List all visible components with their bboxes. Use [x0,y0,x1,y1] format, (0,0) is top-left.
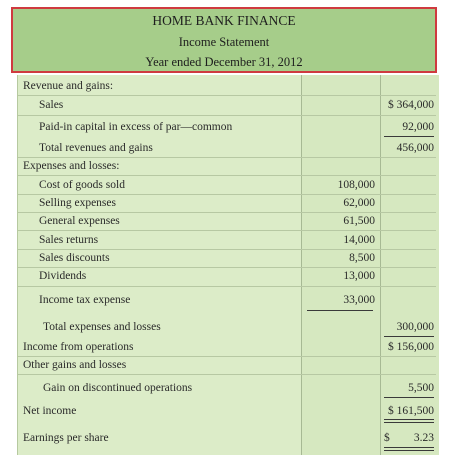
general-expenses-row [18,212,438,230]
total-expenses-row [18,318,438,336]
revenue-heading-row [18,77,438,95]
row-total-amount: $ 364,000 [388,99,434,111]
row-detail-amount: 8,500 [349,252,375,264]
net-income-row [18,402,438,420]
currency-symbol: $ [384,432,390,444]
row-label: General expenses [39,215,120,227]
dividends-row [18,267,438,285]
row-label: Dividends [39,270,87,282]
row-label: Gain on discontinued operations [43,382,193,394]
row-detail-amount: 61,500 [343,215,375,227]
subtotal-underline [384,336,434,337]
row-detail-amount: 13,000 [343,270,375,282]
subtotal-underline [307,310,373,311]
row-label: Sales returns [39,234,99,246]
subtotal-underline [384,397,434,398]
sales-returns-row [18,231,438,249]
row-label: Cost of goods sold [39,179,125,191]
row-total-amount: 456,000 [396,142,434,154]
gain-discontinued-row [18,379,438,397]
company-name: HOME BANK FINANCE [152,13,296,28]
cogs-row [18,176,438,194]
statement-title: Income Statement [178,35,270,49]
row-label: Other gains and losses [23,359,127,371]
row-label: Paid-in capital in excess of par—common [39,121,233,133]
row-label: Selling expenses [39,197,116,209]
total-double-underline [384,447,434,451]
earnings-per-share-row [18,429,438,447]
row-total-amount: 300,000 [396,321,434,333]
row-label: Net income [23,405,77,417]
row-detail-amount: 108,000 [337,179,375,191]
statement-header [11,7,437,73]
row-label: Total expenses and losses [43,321,161,333]
row-total-amount: 3.23 [413,432,434,444]
total-revenues-row [18,139,438,157]
row-detail-amount: 62,000 [343,197,375,209]
row-detail-amount: 14,000 [343,234,375,246]
row-label: Total revenues and gains [39,142,153,154]
sales-row [18,96,438,114]
row-detail-amount: 33,000 [343,294,375,306]
row-total-amount: $ 156,000 [388,341,434,353]
statement-period: Year ended December 31, 2012 [145,55,303,69]
selling-expenses-row [18,194,438,212]
row-label: Sales discounts [39,252,110,264]
row-label: Income from operations [23,341,134,353]
row-label: Expenses and losses: [23,160,120,172]
total-double-underline [384,419,434,423]
other-gains-heading-row [18,356,438,374]
row-total-amount: $ 161,500 [388,405,434,417]
row-total-amount: 5,500 [408,382,434,394]
row-label: Income tax expense [39,294,131,306]
income-from-operations-row [18,338,438,356]
row-label: Revenue and gains: [23,80,114,92]
sales-discounts-row [18,249,438,267]
row-label: Sales [39,99,64,111]
row-label: Earnings per share [23,432,109,444]
subtotal-underline [384,136,434,137]
row-total-amount: 92,000 [402,121,434,133]
paid-in-capital-row [18,118,438,136]
income-tax-row [18,291,438,309]
expenses-heading-row [18,157,438,175]
statement-table [17,75,437,455]
